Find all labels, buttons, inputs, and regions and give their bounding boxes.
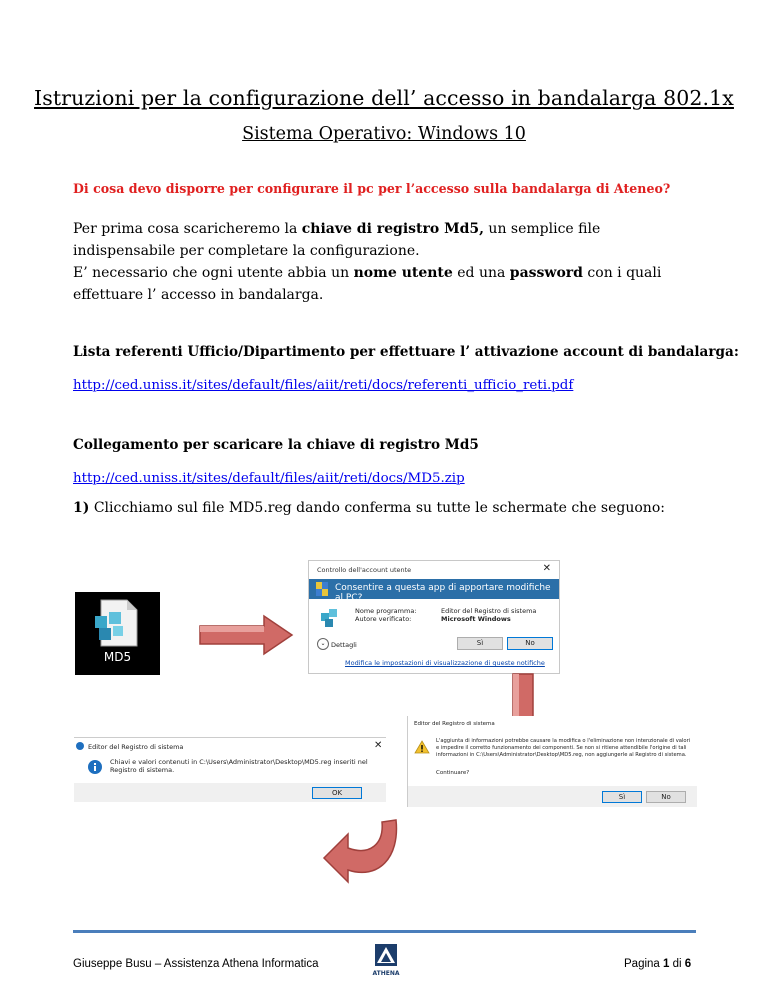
document-title: Istruzioni per la configurazione dell’ accesso in bandalarga 802.1x bbox=[34, 86, 734, 110]
continue-question: Continuare? bbox=[436, 770, 470, 776]
page-number: Pagina 1 di 6 bbox=[624, 958, 692, 970]
info-icon bbox=[88, 760, 102, 774]
uac-window-title: Controllo dell'account utente bbox=[317, 566, 412, 574]
registry-editor-icon bbox=[319, 607, 341, 629]
warning-window-title: Editor del Registro di sistema bbox=[414, 721, 495, 727]
ok-button[interactable]: OK bbox=[312, 787, 362, 799]
footer-rule bbox=[73, 930, 696, 933]
uac-no-button[interactable]: No bbox=[507, 637, 553, 650]
publisher-value: Microsoft Windows bbox=[441, 615, 511, 623]
uac-banner bbox=[309, 579, 559, 603]
md5-download-link[interactable]: http://ced.uniss.it/sites/default/files/aiit/reti/docs/MD5.zip bbox=[73, 471, 465, 486]
warning-icon bbox=[414, 740, 430, 754]
md5-file-icon-tile[interactable] bbox=[75, 592, 160, 675]
download-heading: Collegamento per scaricare la chiave di registro Md5 bbox=[73, 437, 479, 453]
file-icon-label: MD5 bbox=[103, 650, 132, 664]
program-value: Editor del Registro di sistema bbox=[441, 607, 537, 615]
warning-no-button[interactable]: No bbox=[646, 791, 686, 803]
warning-yes-button[interactable]: Sì bbox=[602, 791, 642, 803]
athena-logo-text: ATHENA bbox=[372, 970, 400, 977]
uac-yes-button[interactable]: Sì bbox=[457, 637, 503, 650]
step-1: 1) Clicchiamo sul file MD5.reg dando conferma su tutte le schermate che seguono: bbox=[73, 500, 665, 516]
intro-line-1: Per prima cosa scaricheremo la chiave di registro Md5, un semplice file indispensabile per completare la configurazione. bbox=[73, 221, 601, 259]
notification-settings-link[interactable]: Modifica le impostazioni di visualizzazione di queste notifiche bbox=[345, 659, 545, 667]
athena-logo-icon bbox=[366, 942, 406, 972]
intro-paragraph bbox=[73, 218, 703, 306]
warning-dialog bbox=[407, 716, 697, 807]
info-dialog bbox=[74, 737, 386, 802]
arrow-right-icon bbox=[198, 614, 294, 656]
info-small-icon bbox=[76, 742, 84, 750]
close-icon[interactable]: ✕ bbox=[374, 740, 383, 751]
footer-author: Giuseppe Busu – Assistenza Athena Informatica bbox=[73, 958, 319, 970]
intro-line-2: E’ necessario che ogni utente abbia un nome utente ed una password con i quali effettuare l’ accesso in bandalarga. bbox=[73, 265, 662, 303]
referenti-heading: Lista referenti Ufficio/Dipartimento per effettuare l’ attivazione account di bandalarga: bbox=[73, 344, 739, 360]
warning-message: L'aggiunta di informazioni potrebbe causare la modifica o l'eliminazione non intenzionale di valori e impedire il corretto funzionamento dei componenti. Se non si ritiene attendibile l'origine di tali informazioni in C:\Users\Administrator\Desktop\MD5.reg, non aggiungerle al Registro di sistema. bbox=[436, 738, 691, 758]
referenti-link[interactable]: http://ced.uniss.it/sites/default/files/aiit/reti/docs/referenti_ufficio_reti.pdf bbox=[73, 378, 574, 393]
shield-icon bbox=[315, 581, 329, 597]
athena-logo bbox=[366, 942, 406, 982]
document-subtitle: Sistema Operativo: Windows 10 bbox=[242, 124, 526, 144]
publisher-label: Autore verificato: bbox=[355, 615, 412, 623]
curved-arrow-icon bbox=[318, 810, 408, 892]
uac-question: Consentire a questa app di apportare modifiche al PC? bbox=[335, 583, 551, 603]
chevron-down-icon[interactable]: ⌄ bbox=[317, 638, 329, 650]
info-window-title: Editor del Registro di sistema bbox=[88, 743, 184, 751]
program-label: Nome programma: bbox=[355, 607, 417, 615]
question-heading: Di cosa devo disporre per configurare il pc per l’accesso sulla bandalarga di Ateneo? bbox=[73, 181, 671, 196]
close-icon[interactable]: ✕ bbox=[542, 563, 551, 574]
details-toggle[interactable]: Dettagli bbox=[331, 641, 357, 649]
info-message: Chiavi e valori contenuti in C:\Users\Administrator\Desktop\MD5.reg inseriti nel Registro di sistema. bbox=[110, 758, 368, 774]
uac-dialog bbox=[308, 560, 560, 674]
